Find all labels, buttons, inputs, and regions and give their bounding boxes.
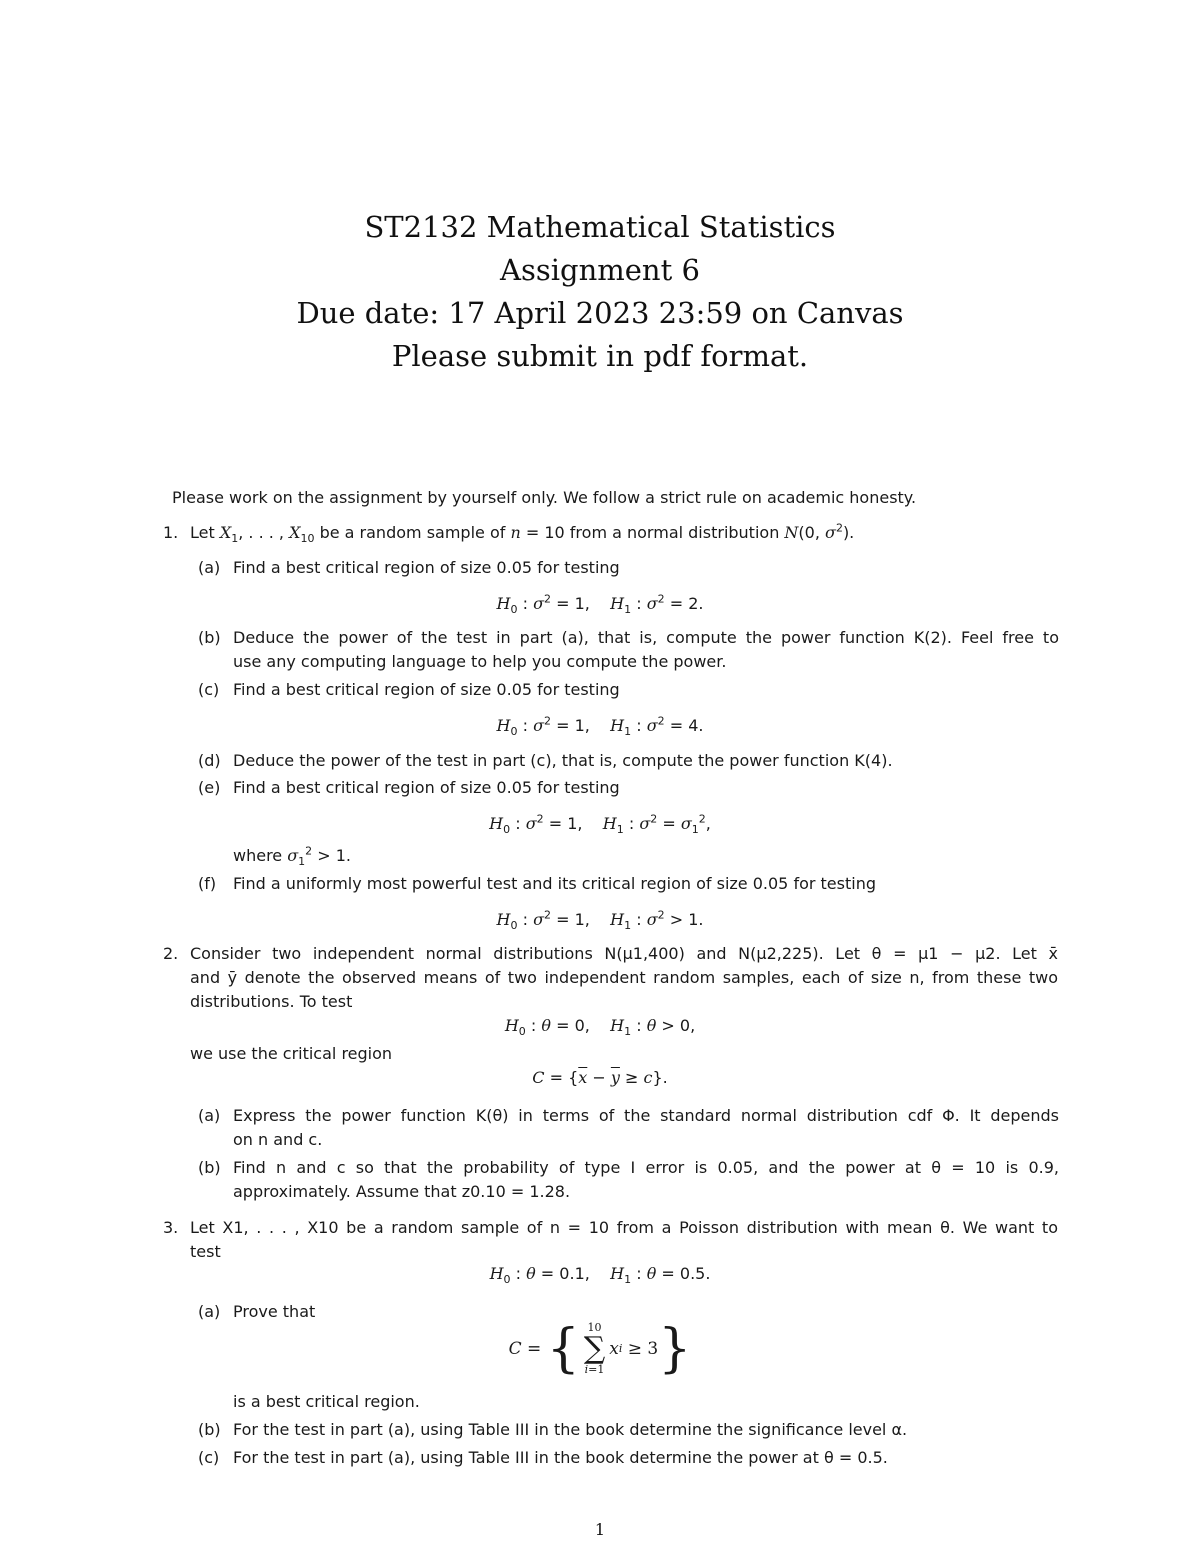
q3-hypothesis: $H_0$ : θ = 0.1, $H_1$ : θ = 0.5. xyxy=(489,1264,711,1287)
q2-hypothesis: $H_0$ : θ = 0, $H_1$ : θ > 0, xyxy=(504,1016,696,1039)
q2a-label: (a) xyxy=(198,1106,221,1125)
q2b-label: (b) xyxy=(198,1158,221,1177)
q2-line3: distributions. To test xyxy=(190,992,353,1011)
q1c-text: Find a best critical region of size 0.05 for testing xyxy=(233,680,620,699)
q3-line1: Let X1, . . . , X10 be a random sample of n = 10 from a Poisson distribution with mean θ. We want to xyxy=(190,1218,1058,1237)
q3c-label: (c) xyxy=(198,1448,220,1467)
q1a-hypothesis: $H_0$ : $\sigma^2 = 1$, $H_1$ : $\sigma^2 = 2$. xyxy=(496,592,704,617)
q1b-line1: Deduce the power of the test in part (a), that is, compute the power function K(2). Feel free to xyxy=(233,628,1059,647)
q2-critical-region: $C = \{\overline{x} - \overline{y} \ge c\}$. xyxy=(532,1068,668,1087)
q2-number: 2. xyxy=(163,944,179,963)
q3b-label: (b) xyxy=(198,1420,221,1439)
q3a-critical-region: C = { 10 ∑ i=1 x i ≥ 3 } xyxy=(508,1319,692,1379)
q3-line2: test xyxy=(190,1242,221,1261)
q1d-label: (d) xyxy=(198,751,221,770)
q1b-line2: use any computing language to help you compute the power. xyxy=(233,652,727,671)
q1b-label: (b) xyxy=(198,628,221,647)
q2-use: we use the critical region xyxy=(190,1044,393,1063)
q2b-line2: approximately. Assume that z0.10 = 1.28. xyxy=(233,1182,571,1201)
q1e-label: (e) xyxy=(198,778,221,797)
q1d-text: Deduce the power of the test in part (c), that is, compute the power function K(4). xyxy=(233,751,893,770)
q3-number: 3. xyxy=(163,1218,179,1237)
q1c-hypothesis: $H_0$ : $\sigma^2 = 1$, $H_1$ : $\sigma^2 = 4$. xyxy=(496,714,704,739)
q1c-label: (c) xyxy=(198,680,220,699)
q1e-where: where $\sigma_1^2 > 1$. xyxy=(233,844,351,869)
page-number: 1 xyxy=(594,1520,606,1539)
assignment-title: Assignment 6 xyxy=(500,253,700,287)
q1f-hypothesis: $H_0$ : $\sigma^2 = 1$, $H_1$ : $\sigma^2 > 1$. xyxy=(496,908,704,933)
q1f-label: (f) xyxy=(198,874,217,893)
submission-format: Please submit in pdf format. xyxy=(391,339,809,373)
q1a-label: (a) xyxy=(198,558,221,577)
q2b-line1: Find n and c so that the probability of type I error is 0.05, and the power at θ = 10 is 0.9, xyxy=(233,1158,1059,1177)
q2a-line1: Express the power function K(θ) in terms of the standard normal distribution cdf Φ. It depends xyxy=(233,1106,1059,1125)
title-block xyxy=(0,206,1200,378)
due-date: Due date: 17 April 2023 23:59 on Canvas xyxy=(296,296,904,330)
q1e-text: Find a best critical region of size 0.05 for testing xyxy=(233,778,620,797)
intro-text: Please work on the assignment by yourself only. We follow a strict rule on academic honesty. xyxy=(172,488,917,507)
q3a-text: Prove that xyxy=(233,1302,316,1321)
q3a-label: (a) xyxy=(198,1302,221,1321)
q3c-text: For the test in part (a), using Table III in the book determine the power at θ = 0.5. xyxy=(233,1448,888,1467)
q1a-text: Find a best critical region of size 0.05 for testing xyxy=(233,558,620,577)
q2-line2: and ȳ denote the observed means of two independent random samples, each of size n, from these two xyxy=(190,968,1058,987)
q2a-line2: on n and c. xyxy=(233,1130,323,1149)
q1e-hypothesis: $H_0$ : $\sigma^2 = 1$, $H_1$ : $\sigma^2 = \sigma_1^2$, xyxy=(489,812,711,837)
q3b-text: For the test in part (a), using Table III in the book determine the significance level α. xyxy=(233,1420,908,1439)
q1-number: 1. xyxy=(163,523,179,542)
course-title: ST2132 Mathematical Statistics xyxy=(364,210,836,244)
q1-stem: Let $X_1$, . . . , $X_{10}$ be a random sample of n = 10 from a normal distribution N(0, $\sigma^2$). xyxy=(190,521,855,546)
q1f-text: Find a uniformly most powerful test and its critical region of size 0.05 for testing xyxy=(233,874,876,893)
q2-line1: Consider two independent normal distributions N(μ1,400) and N(μ2,225). Let θ = μ1 − μ2. Let x̄ xyxy=(190,944,1058,963)
q3a-after: is a best critical region. xyxy=(233,1392,420,1411)
